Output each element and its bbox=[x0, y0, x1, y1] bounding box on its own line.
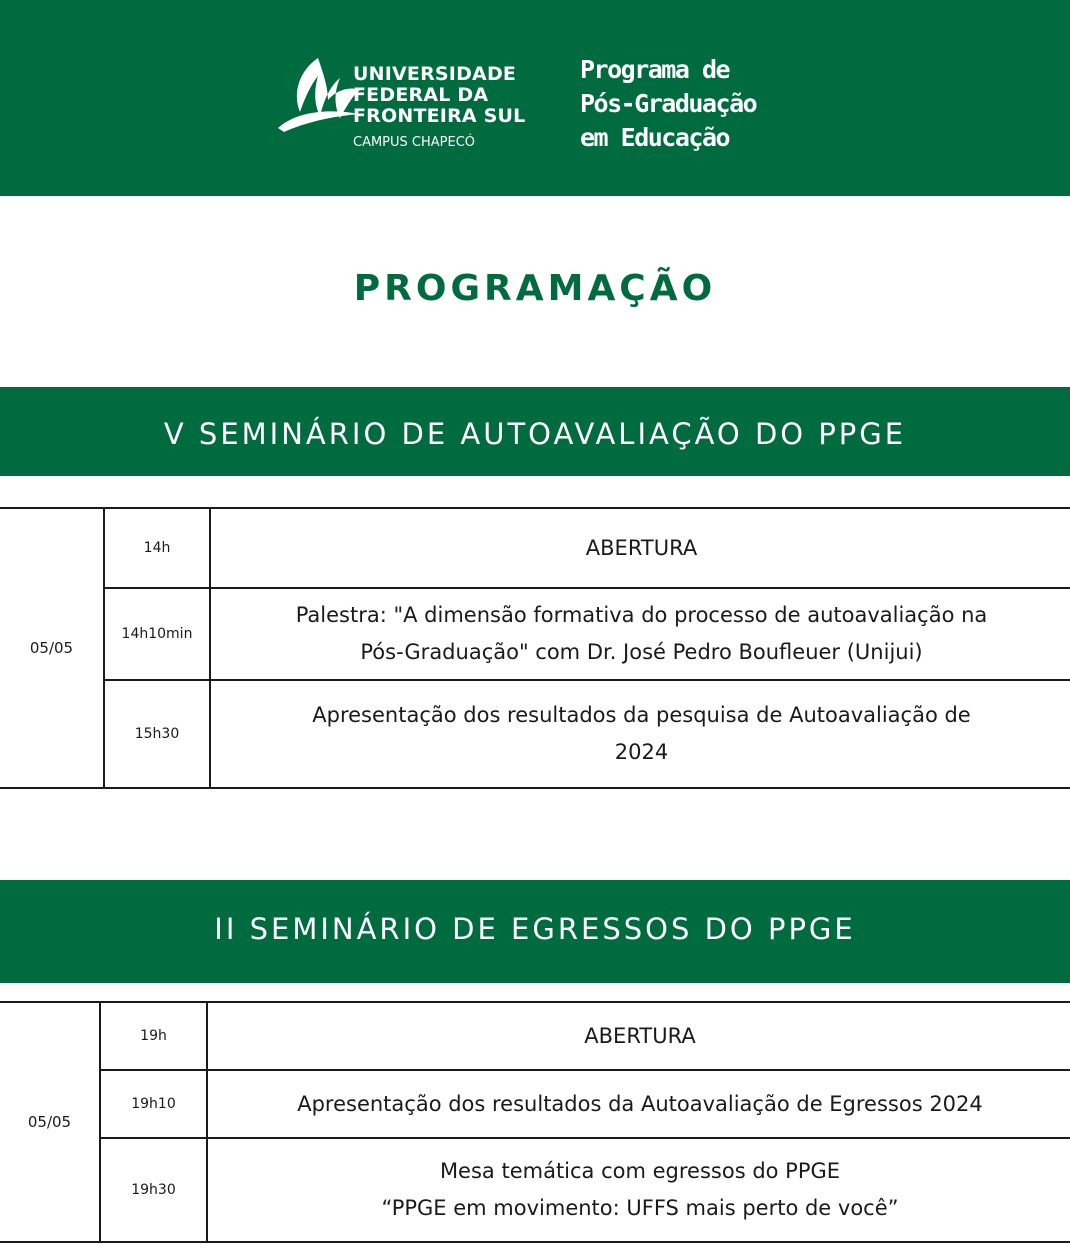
section-title-egressos: II SEMINÁRIO DE EGRESSOS DO PPGE bbox=[0, 880, 1070, 983]
description-line: Apresentação dos resultados da pesquisa de Autoavaliação de bbox=[312, 703, 971, 727]
program-name bbox=[580, 53, 756, 155]
schedule-description bbox=[210, 508, 1070, 588]
schedule-time: 19h30 bbox=[100, 1138, 207, 1242]
campus-name: CAMPUS CHAPECÓ bbox=[353, 135, 476, 150]
program-name-line: em Educação bbox=[580, 123, 730, 152]
schedule-description bbox=[210, 588, 1070, 680]
table-row bbox=[0, 508, 1070, 588]
university-name-line: FEDERAL DA bbox=[353, 84, 489, 106]
table-row bbox=[0, 1138, 1070, 1242]
schedule-description bbox=[207, 1138, 1070, 1242]
page-title: PROGRAMAÇÃO bbox=[353, 268, 717, 309]
schedule-date: 05/05 bbox=[0, 1002, 100, 1242]
table-row bbox=[0, 588, 1070, 680]
section-title-autoavaliacao: V SEMINÁRIO DE AUTOAVALIAÇÃO DO PPGE bbox=[0, 387, 1070, 476]
schedule-description bbox=[210, 680, 1070, 788]
table-row bbox=[0, 1070, 1070, 1138]
schedule-time: 15h30 bbox=[104, 680, 210, 788]
table-row bbox=[0, 680, 1070, 788]
description-line: ABERTURA bbox=[585, 535, 698, 560]
schedule-time: 14h10min bbox=[104, 588, 210, 680]
table-row bbox=[0, 1002, 1070, 1070]
description-line: Mesa temática com egressos do PPGE bbox=[439, 1159, 841, 1183]
schedule-time: 14h bbox=[104, 508, 210, 588]
flame-wave-logo-icon bbox=[278, 56, 360, 132]
schedule-time: 19h bbox=[100, 1002, 207, 1070]
schedule-time: 19h10 bbox=[100, 1070, 207, 1138]
program-name-line: Programa de bbox=[580, 55, 730, 84]
university-name-line: UNIVERSIDADE bbox=[353, 63, 517, 85]
university-name-line: FRONTEIRA SUL bbox=[353, 105, 526, 127]
schedule-date: 05/05 bbox=[0, 508, 104, 788]
schedule-description bbox=[207, 1070, 1070, 1138]
description-line: Palestra: "A dimensão formativa do processo de autoavaliação na bbox=[295, 603, 988, 627]
description-line: Pós-Graduação" com Dr. José Pedro Boufleuer (Unijui) bbox=[360, 640, 923, 664]
description-line: ABERTURA bbox=[584, 1023, 696, 1048]
program-name-line: Pós-Graduação bbox=[580, 89, 757, 118]
description-line: Apresentação dos resultados da Autoavaliação de Egressos 2024 bbox=[297, 1091, 983, 1116]
schedule-description bbox=[207, 1002, 1070, 1070]
university-name bbox=[353, 64, 525, 127]
schedule-table-egressos bbox=[0, 1001, 1070, 1243]
description-line: 2024 bbox=[614, 740, 669, 764]
header-banner bbox=[0, 0, 1070, 196]
schedule-table-autoavaliacao bbox=[0, 507, 1070, 789]
description-line: “PPGE em movimento: UFFS mais perto de você” bbox=[381, 1196, 899, 1220]
